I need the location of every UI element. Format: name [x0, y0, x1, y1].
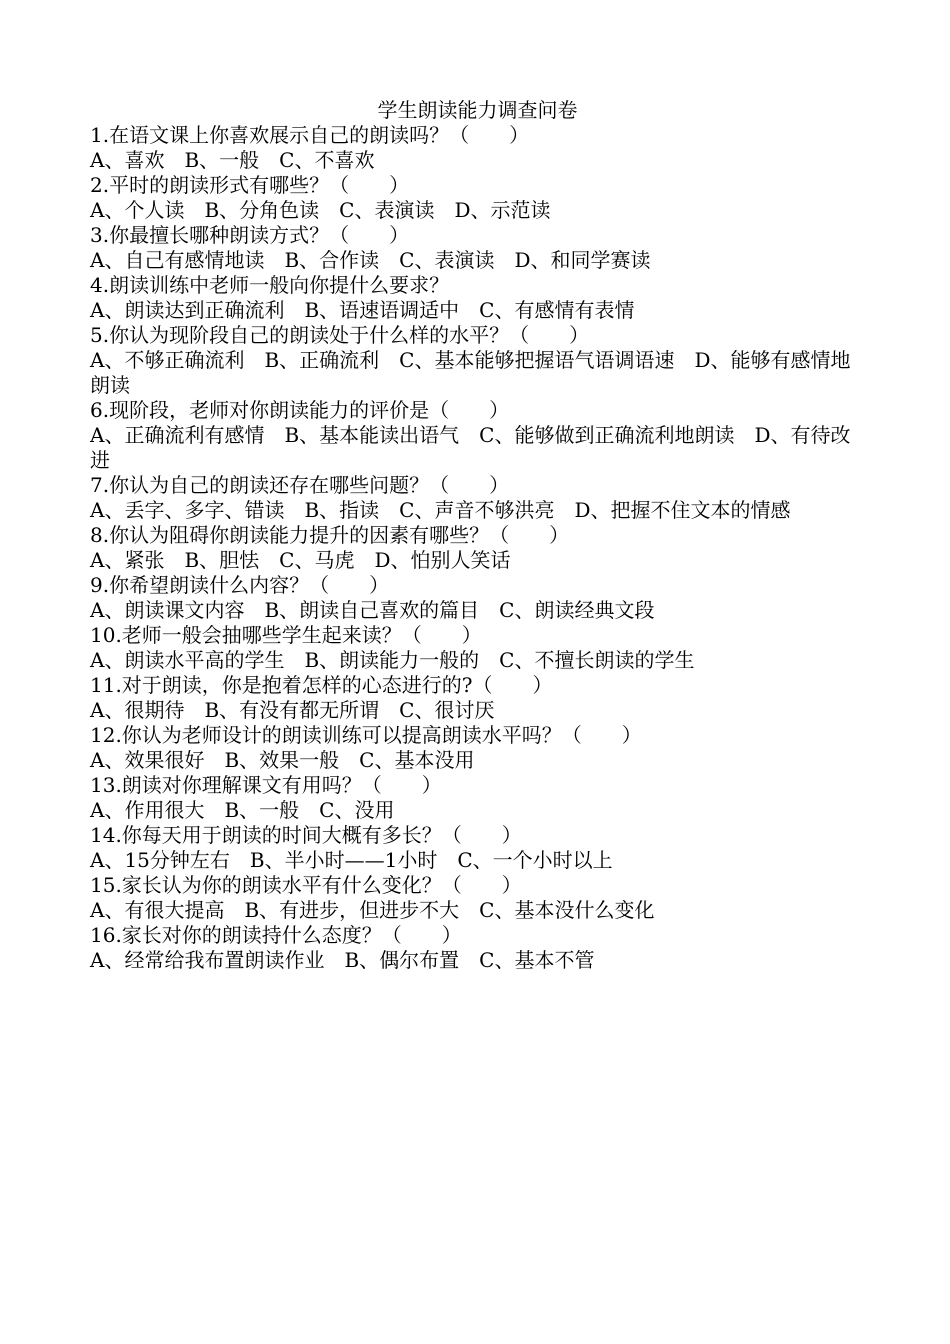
question-5: 5.你认为现阶段自己的朗读处于什么样的水平？（ ） — [90, 323, 590, 347]
question-4: 4.朗读训练中老师一般向你提什么要求？ — [90, 273, 450, 297]
options-12: A、效果很好 B、效果一般 C、基本没用 — [90, 748, 475, 772]
options-2: A、个人读 B、分角色读 C、表演读 D、示范读 — [90, 198, 551, 222]
question-14: 14.你每天用于朗读的时间大概有多长？（ ） — [90, 823, 522, 847]
question-1: 1.在语文课上你喜欢展示自己的朗读吗？（ ） — [90, 123, 530, 147]
question-3: 3.你最擅长哪种朗读方式？（ ） — [90, 223, 410, 247]
question-12: 12.你认为老师设计的朗读训练可以提高朗读水平吗？（ ） — [90, 723, 642, 747]
question-10: 10.老师一般会抽哪些学生起来读？（ ） — [90, 623, 482, 647]
question-11: 11.对于朗读，你是抱着怎样的心态进行的?（ ） — [90, 673, 553, 697]
options-4: A、朗读达到正确流利 B、语速语调适中 C、有感情有表情 — [90, 298, 635, 322]
options-1: A、喜欢 B、一般 C、不喜欢 — [90, 148, 375, 172]
question-16: 16.家长对你的朗读持什么态度？（ ） — [90, 923, 462, 947]
options-6: A、正确流利有感情 B、基本能读出语气 C、能够做到正确流利地朗读 D、有待改进 — [90, 423, 851, 472]
question-8: 8.你认为阻碍你朗读能力提升的因素有哪些？（ ） — [90, 523, 570, 547]
question-2: 2.平时的朗读形式有哪些？（ ） — [90, 173, 410, 197]
options-7: A、丢字、多字、错读 B、指读 C、声音不够洪亮 D、把握不住文本的情感 — [90, 498, 791, 522]
question-6: 6.现阶段，老师对你朗读能力的评价是（ ） — [90, 398, 510, 422]
options-8: A、紧张 B、胆怯 C、马虎 D、怕别人笑话 — [90, 548, 511, 572]
options-16: A、经常给我布置朗读作业 B、偶尔布置 C、基本不管 — [90, 948, 595, 972]
question-13: 13.朗读对你理解课文有用吗？（ ） — [90, 773, 442, 797]
options-11: A、很期待 B、有没有都无所谓 C、很讨厌 — [90, 698, 495, 722]
document-title: 学生朗读能力调查问卷 — [377, 98, 578, 122]
question-15: 15.家长认为你的朗读水平有什么变化？（ ） — [90, 873, 522, 897]
options-9: A、朗读课文内容 B、朗读自己喜欢的篇目 C、朗读经典文段 — [90, 598, 655, 622]
options-3: A、自己有感情地读 B、合作读 C、表演读 D、和同学赛读 — [90, 248, 651, 272]
question-7: 7.你认为自己的朗读还存在哪些问题？（ ） — [90, 473, 510, 497]
options-10: A、朗读水平高的学生 B、朗读能力一般的 C、不擅长朗读的学生 — [90, 648, 695, 672]
options-15: A、有很大提高 B、有进步，但进步不大 C、基本没什么变化 — [90, 898, 655, 922]
document-page — [90, 98, 865, 973]
options-5: A、不够正确流利 B、正确流利 C、基本能够把握语气语调语速 D、能够有感情地朗读 — [90, 348, 851, 397]
question-9: 9.你希望朗读什么内容？（ ） — [90, 573, 390, 597]
options-14: A、15分钟左右 B、半小时——1小时 C、一个小时以上 — [90, 848, 613, 872]
options-13: A、作用很大 B、一般 C、没用 — [90, 798, 395, 822]
